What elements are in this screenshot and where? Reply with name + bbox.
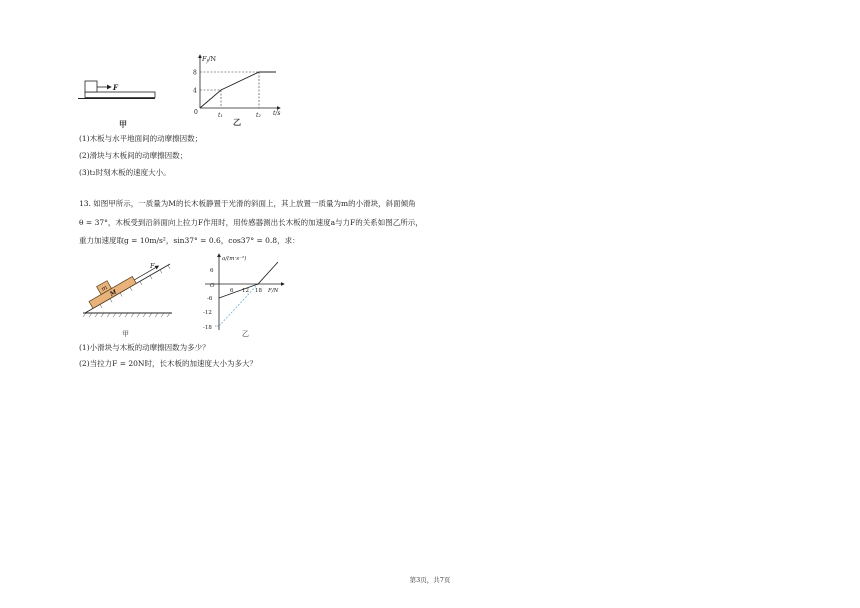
- q12-caption-yi: 乙: [233, 117, 241, 127]
- block: [85, 81, 97, 92]
- q13-figure-jia-incline: [80, 255, 175, 323]
- x-tick-12: 12: [242, 288, 249, 294]
- y-tick-0: 0: [194, 109, 198, 116]
- board: [85, 92, 155, 98]
- x-tick-t1: t₁: [218, 112, 223, 119]
- y-axis-subscript: f: [206, 59, 209, 65]
- q12-figure-yi-graph: [190, 52, 285, 124]
- y-tick-6: 6: [210, 268, 214, 274]
- y-tick-4: 4: [193, 87, 197, 95]
- q13-subquestion-2: (2)当拉力F = 20N时，长木板的加速度大小为多大？: [79, 359, 257, 368]
- y-tick-minus18: -18: [203, 325, 212, 331]
- q13-caption-jia: 甲: [122, 330, 129, 338]
- y-tick-minus6: -6: [207, 296, 213, 302]
- q13-figure-yi-graph: [198, 252, 288, 332]
- q13-stem-line-3: 重力加速度取g = 10m/s²，sin37° = 0.6，cos37° = 0.8，求：: [79, 236, 300, 245]
- q12-subquestion-3: (3)t₂时刻木板的速度大小。: [79, 168, 171, 177]
- y-tick-origin: O: [210, 283, 215, 289]
- y-axis-unit: /N: [208, 55, 217, 63]
- ground-hatching: [83, 313, 170, 317]
- board-label: M: [108, 288, 119, 298]
- q13-caption-yi: 乙: [242, 330, 249, 338]
- y-tick-8: 8: [193, 69, 197, 77]
- force-label: F: [150, 262, 155, 270]
- y-tick-minus12: -12: [203, 310, 212, 316]
- q13-subquestion-1: (1)小滑块与木板的动摩擦因数为多少？: [79, 343, 210, 352]
- x-tick-18: 18: [255, 288, 262, 294]
- x-tick-t2: t₂: [256, 112, 261, 119]
- dashed-extension: [219, 284, 258, 326]
- q12-figure-jia: [75, 75, 165, 105]
- q12-subquestion-2: (2)滑块与木板间的动摩擦因数；: [79, 151, 188, 160]
- page-footer: 第3页，共7页: [409, 576, 451, 584]
- q12-subquestion-1: (1)木板与水平地面间的动摩擦因数；: [79, 134, 203, 143]
- q12-caption-jia: 甲: [119, 119, 127, 129]
- force-label: F: [113, 83, 118, 92]
- y-axis-label: a/(m·s⁻²): [222, 256, 247, 262]
- block-label: m: [100, 284, 109, 293]
- x-axis-label: t/s: [273, 110, 281, 117]
- q13-stem-line-2: θ = 37°，木板受到沿斜面向上拉力F作用时，用传感器测出长木板的加速度a与力F的关系如图乙所示，: [79, 218, 423, 227]
- q13-stem-line-1: 13. 如图甲所示，一质量为M的长木板静置于光滑的斜面上，其上放置一质量为m的小滑块，斜面倾角: [79, 199, 416, 208]
- y-axis-symbol: F: [202, 55, 207, 63]
- y-axis-label: [201, 55, 216, 65]
- x-axis-label: F/N: [268, 288, 279, 294]
- x-tick-6: 6: [230, 288, 234, 294]
